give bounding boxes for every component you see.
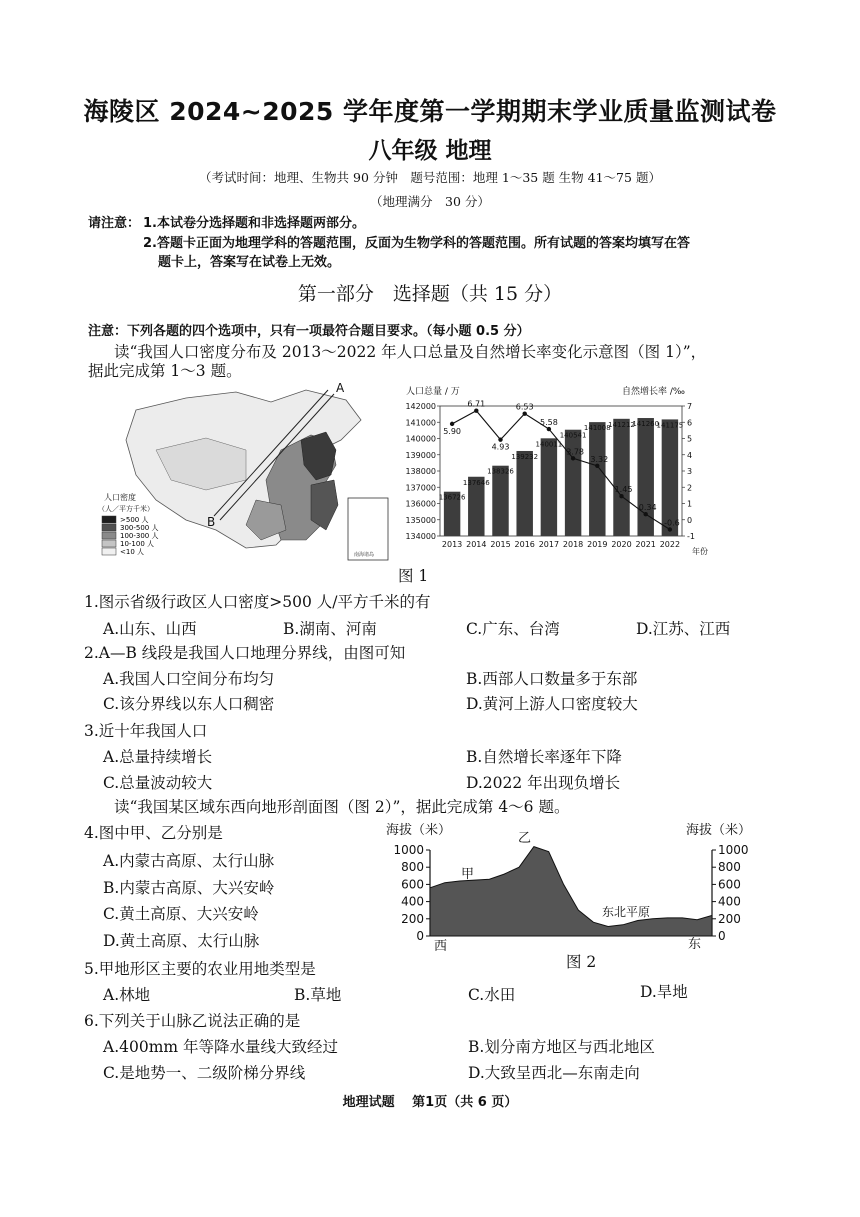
- legend-title: 人口密度: [104, 493, 136, 502]
- intro-line-1: 读“我国人口密度分布及 2013～2022 年人口总量及自然增长率变化示意图（图 1）”，: [114, 343, 707, 361]
- q2-option-d[interactable]: D.黄河上游人口密度较大: [466, 695, 638, 713]
- chart1-x-tick-label: 2017: [538, 540, 560, 549]
- chart1-rate-point: [547, 427, 551, 431]
- legend-swatch-5: [102, 548, 116, 555]
- legend-item-2: 300-500 人: [120, 524, 159, 532]
- chart1-bar: [565, 430, 581, 536]
- q3-option-a[interactable]: A.总量持续增长: [103, 748, 213, 766]
- score-info: （地理满分 30 分）: [370, 194, 490, 209]
- label-yi: 乙: [518, 831, 532, 846]
- legend-swatch-1: [102, 516, 116, 523]
- q6-option-c[interactable]: C.是地势一、二级阶梯分界线: [103, 1064, 306, 1082]
- chart1-bar: [492, 466, 508, 536]
- chart1-ytick-label: 135000: [405, 515, 436, 525]
- chart1-bar-label: 136726: [438, 493, 466, 502]
- southeast-shape: [311, 480, 338, 530]
- legend-swatch-3: [102, 532, 116, 539]
- chart1-rate-point: [498, 437, 502, 441]
- legend-swatch-2: [102, 524, 116, 531]
- chart1-rate-label: 6.71: [467, 399, 486, 409]
- fig1-caption: 图 1: [398, 567, 429, 585]
- chart1-rate-point: [644, 512, 648, 516]
- chart1-rate-point: [450, 422, 454, 426]
- chart1-rate-label: 1.45: [614, 485, 633, 495]
- chart1-x-tick-label: 2019: [587, 540, 608, 549]
- chart1-bar-label: 141175: [656, 421, 684, 430]
- chart1-x-tick-label: 2016: [514, 540, 535, 549]
- chart1-x-tick-label: 2020: [611, 540, 632, 549]
- q6-option-a[interactable]: A.400mm 年等降水量线大致经过: [103, 1038, 339, 1056]
- chart1-rate-point: [474, 409, 478, 413]
- chart2-ytick-label: 800: [401, 860, 424, 875]
- label-east: 东: [688, 937, 702, 952]
- chart2-y2tick-label: 600: [718, 877, 741, 892]
- chart2-ytick-label: 600: [401, 877, 424, 892]
- chart2-ytick-label: 1000: [393, 843, 424, 857]
- chart1-rate-label: -0.6: [664, 518, 680, 528]
- q1-option-a[interactable]: A.山东、山西: [103, 620, 197, 638]
- chart1-bars: [439, 418, 684, 536]
- exam-title: 海陵区 2024~2025 学年度第一学期期末学业质量监测试卷: [83, 97, 777, 126]
- q2-option-a[interactable]: A.我国人口空间分布均匀: [103, 670, 275, 688]
- chart1-rate-point: [619, 494, 623, 498]
- south-sea-inset: [348, 498, 388, 560]
- chart2-y-label-left: 海拔（米）: [386, 823, 452, 838]
- chart1-rate-label: 5.58: [539, 418, 558, 428]
- chart1-rate-label: 3.32: [590, 454, 609, 464]
- chart1-x-tick-label: 2018: [562, 540, 584, 549]
- q5-option-d[interactable]: D.旱地: [640, 983, 688, 1001]
- chart1-rate-label: 0.34: [638, 503, 657, 513]
- legend-item-3: 100-300 人: [120, 532, 159, 540]
- chart1-bar: [613, 419, 629, 536]
- chart2-ytick-label: 0: [416, 929, 424, 943]
- chart1-bar: [541, 438, 557, 536]
- q6-option-d[interactable]: D.大致呈西北—东南走向: [468, 1064, 640, 1082]
- chart1-y2tick-label: -1: [687, 532, 695, 541]
- chart1-x-suffix: 年份: [692, 547, 708, 556]
- chart1-bar: [589, 422, 605, 536]
- chart1-x-tick-label: 2021: [635, 540, 656, 549]
- q3-option-d[interactable]: D.2022 年出现负增长: [466, 774, 621, 792]
- label-a: A: [336, 381, 345, 395]
- intro-line-2: 据此完成第 1～3 题。: [88, 362, 242, 380]
- chart1-ytick-label: 142000: [405, 402, 436, 411]
- q2-option-c[interactable]: C.该分界线以东人口稠密: [103, 695, 275, 713]
- population-density-map: [96, 380, 396, 570]
- label-b: B: [207, 515, 216, 529]
- exam-subtitle: 八年级 地理: [368, 138, 492, 164]
- q3-option-b[interactable]: B.自然增长率逐年下降: [466, 748, 622, 766]
- chart1-rate-label: 4.93: [491, 442, 510, 452]
- chart1-bar-label: 140011: [535, 440, 563, 449]
- q4-option-d[interactable]: D.黄土高原、太行山脉: [103, 932, 260, 950]
- chart1-ytick-label: 136000: [405, 499, 436, 509]
- chart1-bar-label: 140541: [559, 431, 587, 440]
- notice-item-2-line1: 2.答题卡正面为地理学科的答题范围，反面为生物学科的答题范围。所有试题的答案均填写在答: [143, 236, 690, 251]
- q6-stem: 6.下列关于山脉乙说法正确的是: [84, 1012, 301, 1030]
- q2-option-b[interactable]: B.西部人口数量多于东部: [466, 670, 638, 688]
- q1-option-b[interactable]: B.湖南、河南: [283, 620, 377, 638]
- chart1-y2tick-label: 0: [687, 515, 693, 525]
- q5-option-a[interactable]: A.林地: [103, 986, 151, 1004]
- q4-option-b[interactable]: B.内蒙古高原、大兴安岭: [103, 879, 275, 897]
- chart2-y2tick-label: 0: [718, 929, 726, 943]
- chart1-bar-label: 141212: [608, 420, 635, 429]
- q2-stem: 2.A—B 线段是我国人口地理分界线，由图可知: [84, 644, 406, 662]
- chart1-rate-label: 6.53: [515, 402, 534, 412]
- q4-option-a[interactable]: A.内蒙古高原、太行山脉: [103, 852, 275, 870]
- notice-item-1: 1.本试卷分选择题和非选择题两部分。: [143, 216, 365, 231]
- exam-info: （考试时间：地理、生物共 90 分钟 题号范围：地理 1～35 题 生物 41～75 题）: [199, 170, 661, 185]
- notice-item-2-line2: 题卡上，答案写在试卷上无效。: [158, 255, 341, 270]
- chart1-bar: [516, 451, 532, 536]
- population-chart: [400, 382, 710, 558]
- chart1-rate-line: [452, 411, 670, 530]
- chart1-ytick-label: 140000: [405, 434, 436, 444]
- terrain-profile: [386, 818, 776, 956]
- q1-stem: 1.图示省级行政区人口密度>500 人/平方千米的有: [84, 593, 431, 611]
- chart1-y2tick-label: 5: [687, 434, 693, 444]
- inset-label: 南海诸岛: [354, 552, 375, 558]
- legend-item-4: 10-100 人: [120, 540, 155, 548]
- chart1-y2tick-label: 7: [687, 402, 693, 411]
- chart1-rate-point: [595, 464, 599, 468]
- legend-unit: （人／平方千米）: [98, 505, 154, 513]
- chart1-y2tick-label: 4: [687, 450, 693, 460]
- label-jia: 甲: [461, 867, 475, 882]
- label-plain: 东北平原: [602, 905, 651, 919]
- chart1-ytick-label: 138000: [405, 467, 436, 476]
- chart2-ytick-label: 200: [401, 911, 424, 926]
- notice-label: 请注意：: [88, 216, 141, 231]
- chart1-bar-label: 137646: [462, 478, 490, 487]
- q3-stem: 3.近十年我国人口: [84, 722, 208, 740]
- chart1-rate-point: [668, 527, 672, 531]
- chart1-rate-label: 5.90: [443, 426, 462, 436]
- q5-stem: 5.甲地形区主要的农业用地类型是: [84, 960, 316, 978]
- q4-option-c[interactable]: C.黄土高原、大兴安岭: [103, 905, 259, 923]
- chart1-x-tick-label: 2015: [490, 540, 511, 549]
- q1-option-c[interactable]: C.广东、台湾: [466, 620, 560, 638]
- q5-option-c[interactable]: C.水田: [468, 986, 516, 1004]
- q4-stem: 4.图中甲、乙分别是: [84, 824, 223, 842]
- terrain-area: [430, 847, 712, 936]
- legend-item-5: <10 人: [120, 548, 144, 556]
- chart1-y2tick-label: 2: [687, 483, 693, 493]
- chart1-x-tick-label: 2013: [441, 540, 463, 549]
- q6-option-b[interactable]: B.划分南方地区与西北地区: [468, 1038, 655, 1056]
- intro-2: 读“我国某区域东西向地形剖面图（图 2）”，据此完成第 4～6 题。: [114, 798, 570, 816]
- chart1-bar-label: 141008: [583, 424, 611, 433]
- chart1-y2tick-label: 6: [687, 418, 693, 428]
- chart1-x-tick-label: 2022: [659, 540, 681, 549]
- chart2-y2tick-label: 1000: [718, 843, 749, 857]
- chart1-ytick-label: 141000: [405, 418, 436, 428]
- chart1-y-label: 人口总量 / 万: [406, 387, 460, 397]
- q5-option-b[interactable]: B.草地: [294, 986, 342, 1004]
- page-footer: 地理试题 第1页（共 6 页）: [342, 1095, 518, 1110]
- chart2-ytick-label: 400: [401, 894, 424, 909]
- chart1-ytick-label: 134000: [405, 532, 436, 541]
- chart1-bar-label: 139232: [511, 452, 539, 461]
- chart1-y2tick-label: 3: [687, 467, 693, 476]
- legend-swatch-4: [102, 540, 116, 547]
- chart1-rate-point: [571, 456, 575, 460]
- section-note: 注意：下列各题的四个选项中，只有一项最符合题目要求。（每小题 0.5 分）: [88, 324, 530, 339]
- chart1-rate-point: [523, 411, 527, 415]
- chart1-rate-label: 3.78: [566, 447, 585, 457]
- chart1-ytick-label: 137000: [405, 483, 436, 493]
- fig2-caption: 图 2: [566, 953, 597, 971]
- chart2-y2tick-label: 400: [718, 894, 741, 909]
- q1-option-d[interactable]: D.江苏、江西: [636, 620, 731, 638]
- chart1-bar-label: 141260: [632, 420, 660, 429]
- chart1-y2tick-label: 1: [687, 499, 693, 509]
- chart1-ytick-label: 139000: [405, 450, 436, 460]
- q3-option-c[interactable]: C.总量波动较大: [103, 774, 213, 792]
- label-west: 西: [434, 939, 448, 954]
- map-legend: [102, 515, 158, 556]
- chart2-y-label-right: 海拔（米）: [686, 823, 752, 838]
- section-title: 第一部分 选择题（共 15 分）: [297, 283, 563, 305]
- legend-item-1: >500 人: [120, 516, 149, 524]
- chart1-bar-label: 138326: [487, 467, 514, 476]
- chart2-y2tick-label: 200: [718, 911, 741, 926]
- chart1-y2-label: 自然增长率 /‰: [622, 387, 685, 397]
- chart2-y2tick-label: 800: [718, 860, 741, 875]
- chart1-x-tick-label: 2014: [466, 540, 487, 549]
